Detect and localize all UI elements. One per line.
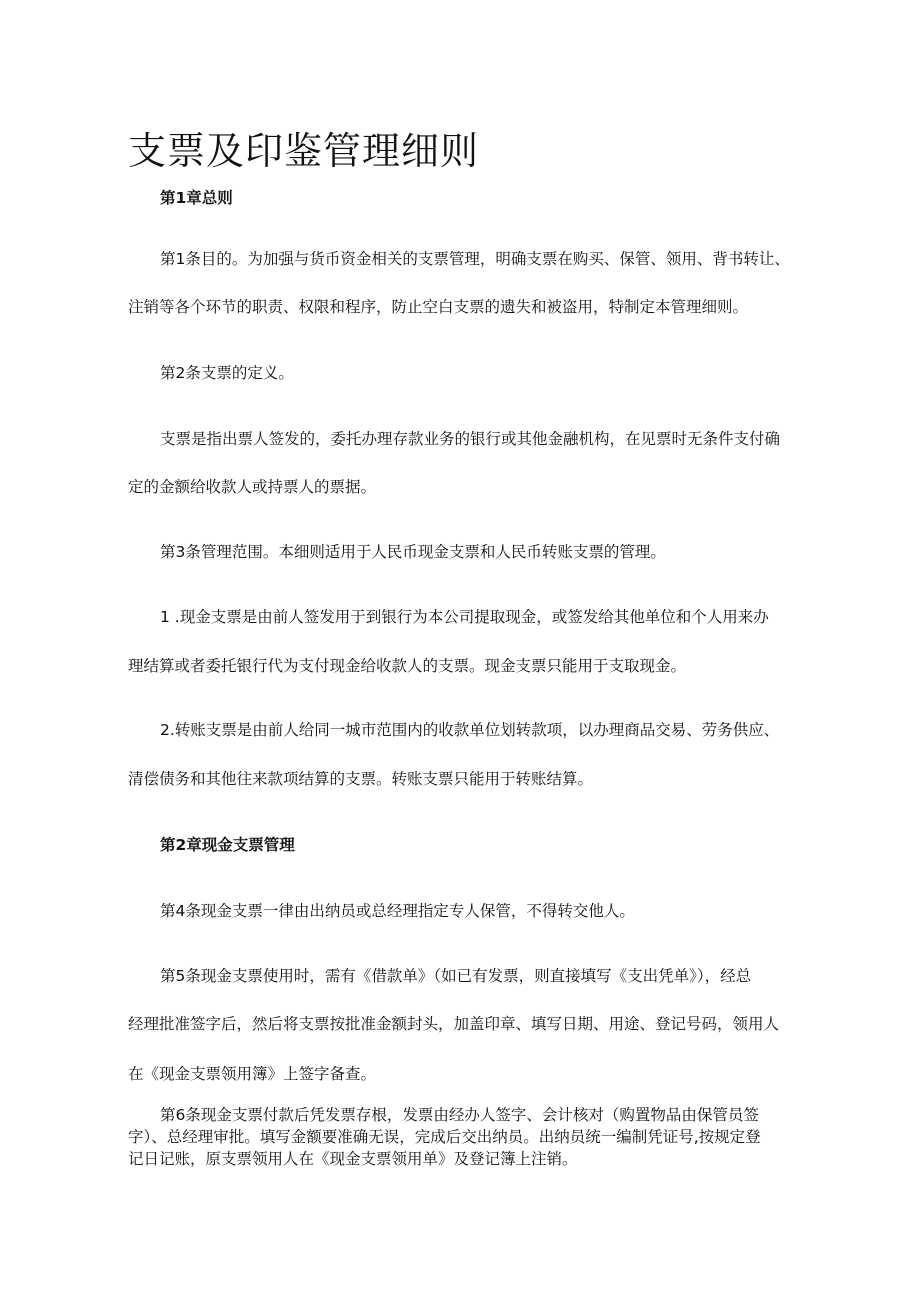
item-1-line-1: 1 .现金支票是由前人签发用于到银行为本公司提取现金，或签发给其他单位和个人用来办 [160,608,769,626]
article-3-line: 第3条管理范围。本细则适用于人民币现金支票和人民币转账支票的管理。 [160,543,666,561]
article-6-line-3: 记日记账，原支票领用人在《现金支票领用单》及登记簿上注销。 [128,1150,578,1168]
item-1-line-2: 理结算或者委托银行代为支付现金给收款人的支票。现金支票只能用于支取现金。 [128,657,687,675]
article-6-line-2: 字）、总经理审批。填写金额要准确无误，完成后交出纳员。出纳员统一编制凭证号,按规定登 [128,1128,761,1146]
chapter-2-heading: 第2章现金支票管理 [160,836,295,854]
article-5-line-1: 第5条现金支票使用时，需有《借款单》（如已有发票，则直接填写《支出凭单》），经总 [160,967,752,985]
chapter-1-heading: 第1章总则 [160,189,233,207]
article-5-line-3: 在《现金支票领用簿》上签字备查。 [128,1065,377,1083]
article-6-line-1: 第6条现金支票付款后凭发票存根，发票由经办人签字、会计核对（购置物品由保管员签 [160,1106,759,1124]
article-6-paragraph [128,1104,788,1170]
document-title: 支票及印鉴管理细则 [128,129,480,173]
article-1-line-2: 注销等各个环节的职责、权限和程序，防止空白支票的遗失和被盗用，特制定本管理细则。 [128,298,749,316]
article-1-line-1: 第1条目的。为加强与货币资金相关的支票管理，明确支票在购买、保管、领用、背书转让、 [160,250,790,268]
article-4-line: 第4条现金支票一律由出纳员或总经理指定专人保管，不得转交他人。 [160,902,635,920]
article-5-line-2: 经理批准签字后，然后将支票按批准金额封头，加盖印章、填写日期、用途、登记号码，领用人 [128,1015,780,1033]
cheque-definition-line-1: 支票是指出票人签发的，委托办理存款业务的银行或其他金融机构，在见票时无条件支付确 [160,430,781,448]
item-2-line-1: 2.转账支票是由前人给同一城市范围内的收款单位划转款项，以办理商品交易、劳务供应、 [160,721,780,739]
item-2-line-2: 清偿债务和其他往来款项结算的支票。转账支票只能用于转账结算。 [128,770,594,788]
article-2-heading: 第2条支票的定义。 [160,364,294,382]
cheque-definition-line-2: 定的金额给收款人或持票人的票据。 [128,478,377,496]
